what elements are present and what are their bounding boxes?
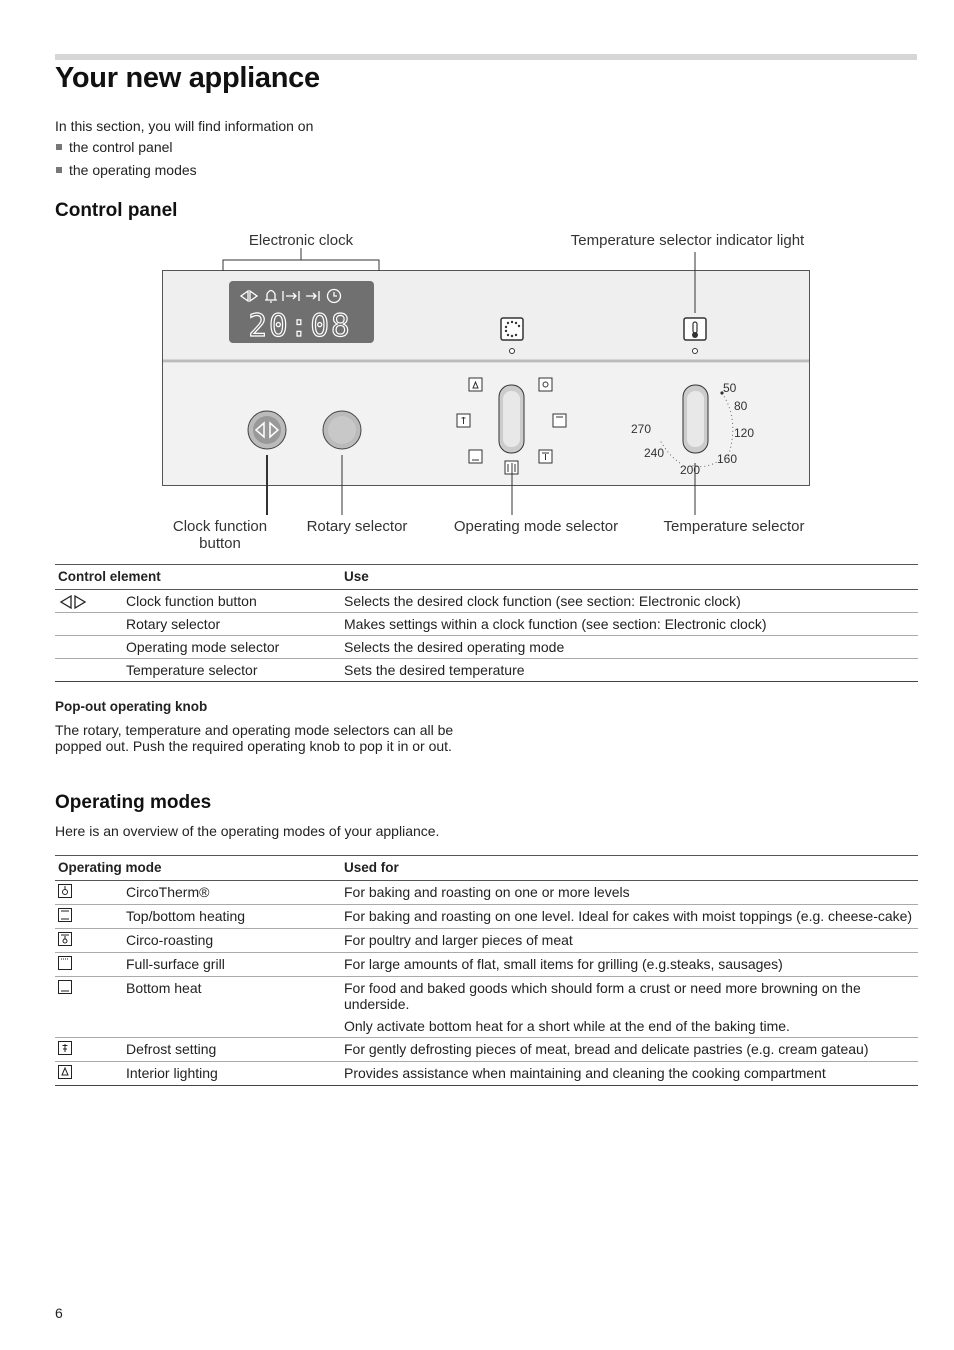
operating-modes-table	[55, 855, 918, 1086]
temp-scale-label: 200	[680, 463, 701, 477]
bottom-heat-icon	[58, 980, 72, 994]
page-number: 6	[55, 1305, 63, 1321]
temp-scale-label: 240	[644, 446, 665, 460]
top-bottom-heating-icon	[58, 908, 72, 922]
clock-display	[229, 281, 374, 344]
svg-text:20:08: 20:08	[248, 308, 352, 344]
control-panel-diagram	[0, 225, 954, 560]
rotary-selector-drawing	[323, 411, 361, 449]
rotary-selector-label: Rotary selector	[306, 518, 408, 535]
page-title: Your new appliance	[55, 62, 320, 94]
table-row: Full-surface grill For large amounts of flat, small items for grilling (e.g.steaks, sausages)	[55, 953, 918, 977]
column-header: Control element	[55, 565, 341, 590]
control-panel-illustration	[0, 225, 954, 560]
operating-modes-heading: Operating modes	[55, 792, 212, 813]
table-header-row	[55, 565, 918, 590]
defrost-icon	[58, 1041, 72, 1055]
operating-mode-selector-label: Operating mode selector	[453, 518, 619, 535]
temp-scale-label: 160	[717, 452, 738, 466]
table-row: Interior lighting Provides assistance when maintaining and cleaning the cooking compartment	[55, 1062, 918, 1086]
electronic-clock-label: Electronic clock	[248, 232, 354, 249]
bullet-item: the operating modes	[55, 162, 197, 185]
temperature-indicator-label: Temperature selector indicator light	[570, 232, 805, 249]
bullet-item: the control panel	[55, 139, 197, 162]
temp-scale-label: 270	[631, 422, 652, 436]
clock-function-button-label: Clock function button	[172, 518, 268, 552]
intro-bullet-list	[55, 139, 197, 185]
circotherm-fan-icon	[58, 884, 72, 898]
column-header: Operating mode	[55, 856, 341, 881]
table-row: Operating mode selector Selects the desired operating mode	[55, 636, 918, 659]
table-row: Temperature selector Sets the desired temperature	[55, 659, 918, 682]
circo-roasting-icon	[58, 932, 72, 946]
temp-scale-label: 50	[723, 381, 737, 395]
table-row: Circo-roasting For poultry and larger pieces of meat	[55, 929, 918, 953]
top-rule	[55, 54, 917, 60]
column-header: Use	[341, 565, 918, 590]
popout-heading: Pop-out operating knob	[55, 699, 208, 714]
clock-function-button-drawing	[248, 411, 286, 449]
table-row: Rotary selector Makes settings within a clock function (see section: Electronic clock)	[55, 613, 918, 636]
column-header: Used for	[341, 856, 918, 881]
control-panel-heading: Control panel	[55, 200, 178, 221]
control-element-table	[55, 564, 918, 682]
table-row: Top/bottom heating For baking and roasting on one level. Ideal for cakes with moist toppings (e.g. cheese-cake)	[55, 905, 918, 929]
table-header-row	[55, 856, 918, 881]
table-row: Bottom heat For food and baked goods which should form a crust or need more browning on the underside. Only activate bottom heat for a short while at the end of the baking time.	[55, 977, 918, 1038]
full-surface-grill-icon	[58, 956, 72, 970]
table-row: CircoTherm® For baking and roasting on one or more levels	[55, 881, 918, 905]
bullet-square-icon	[56, 167, 62, 173]
temp-scale-label: 80	[734, 399, 748, 413]
bullet-square-icon	[56, 144, 62, 150]
popout-text: The rotary, temperature and operating mode selectors can all be popped out. Push the required operating knob to pop it in or out.	[55, 722, 454, 754]
temp-scale-label: 120	[734, 426, 755, 440]
operating-modes-overview: Here is an overview of the operating modes of your appliance.	[55, 823, 440, 839]
temperature-selector-label: Temperature selector	[663, 518, 805, 535]
table-row: Defrost setting For gently defrosting pieces of meat, bread and delicate pastries (e.g. cream gateau)	[55, 1038, 918, 1062]
clock-function-icon	[58, 595, 88, 609]
interior-light-icon	[58, 1065, 72, 1079]
table-row: Clock function button Selects the desired clock function (see section: Electronic clock)	[55, 590, 918, 613]
intro-text: In this section, you will find information on	[55, 118, 314, 134]
